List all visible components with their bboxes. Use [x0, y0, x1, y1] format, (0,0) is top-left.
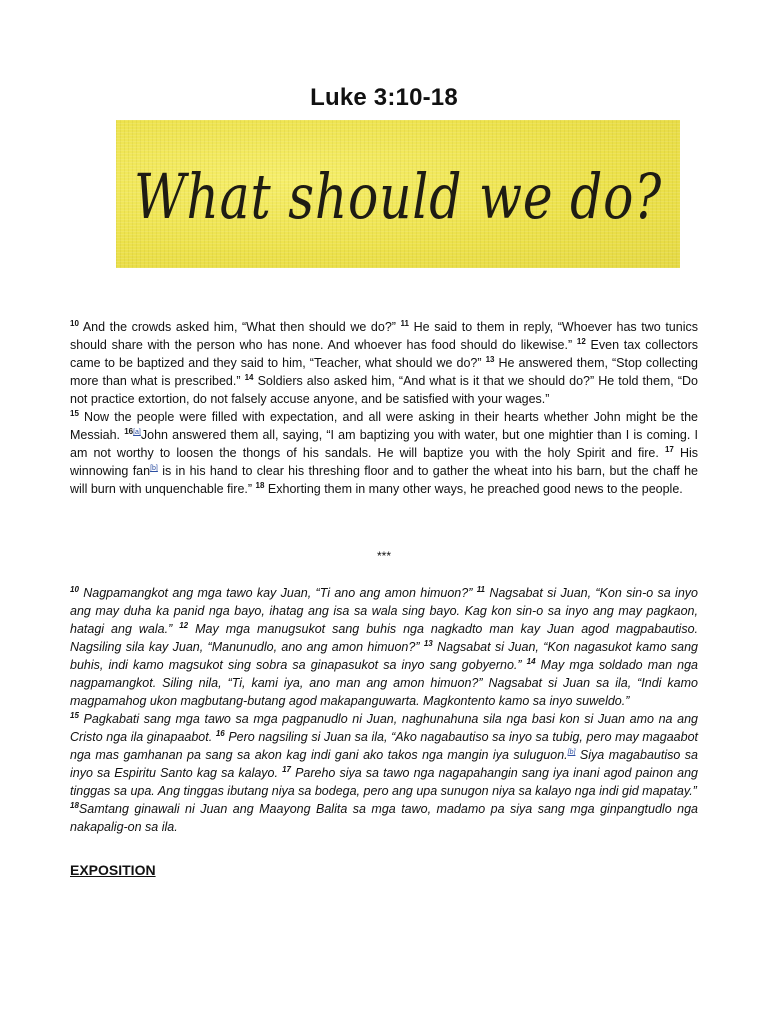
verse-text: May mga manugsukot sang buhis nga nagkadto man kay Juan agod magpabautiso. Nagsiling sila kay Juan, “Manunudlo, ano ang amon himuon?”	[70, 622, 698, 654]
verse-text: is in his hand to clear his threshing floor and to gather the wheat into his barn, but the chaff he will burn with unquenchable fire.”	[70, 464, 699, 496]
verse-number: 18	[255, 480, 265, 490]
verse-text: Exhorting them in many other ways, he preached good news to the people.	[264, 482, 683, 496]
verse-text: He answered them, “Stop collecting more than what is prescribed.”	[70, 356, 699, 388]
banner-text: What should we do?	[134, 160, 662, 233]
verse-text: Pareho siya sa tawo nga nagapahangin sang iya inani agod painon ang tinggas sa upa. Ang tinggas ibutang niya sa bodega, pero ang upa sunugon niya sa kalayo nga indi gid mapatay.”	[70, 766, 698, 798]
verse-number: 10	[70, 584, 79, 594]
paragraph	[70, 584, 698, 710]
verse-number: 11	[476, 584, 485, 594]
section-separator: ***	[376, 549, 391, 563]
verse-number: 14	[244, 372, 254, 382]
verse-number: 15	[70, 710, 79, 720]
verse-number: 13	[485, 354, 495, 364]
verse-number: 16	[124, 426, 134, 436]
verse-number: 10	[70, 318, 79, 328]
banner-image	[116, 120, 680, 268]
paragraph	[70, 408, 698, 498]
verse-number: 17	[664, 444, 674, 454]
verse-text: Samtang ginawali ni Juan ang Maayong Balita sa mga tawo, madamo pa siya sang mga ginpangtudlo nga nakapalig-on sa ila.	[70, 802, 698, 834]
verse-text: His winnowing fan	[70, 446, 699, 478]
verse-number: 13	[423, 638, 433, 648]
verse-number: 18	[70, 800, 79, 810]
verse-number: 12	[179, 620, 189, 630]
banner-script	[116, 120, 680, 268]
translated-passage	[70, 584, 698, 836]
verse-number: 16	[215, 728, 225, 738]
verse-text: Pagkabati sang mga tawo sa mga pagpanudlo ni Juan, naghunahuna sila nga basi kon si Juan amo na ang Cristo nga ila ginapaabot.	[70, 712, 698, 744]
verse-text: He said to them in reply, “Whoever has two tunics should share with the person who has none. And whoever has food should do likewise.”	[70, 320, 698, 352]
verse-text: And the crowds asked him, “What then should we do?”	[78, 320, 401, 334]
paragraph	[70, 318, 698, 408]
verse-number: 15	[70, 408, 79, 418]
verse-text: Nagsabat si Juan, “Kon nagasukot kamo sang buhis, indi kamo magsukot sing sobra sa ginapasukot sa inyo sang gobyerno.”	[70, 640, 698, 672]
verse-text: Now the people were filled with expectation, and all were asking in their hearts whether John might be the Messiah.	[70, 410, 698, 442]
verse-number: 11	[400, 318, 410, 328]
verse-number: 14	[526, 656, 536, 666]
exposition-heading: EXPOSITION	[70, 862, 156, 878]
verse-text: May mga soldado man nga nagpamangkot. Siling nila, “Ti, kami iya, ano man ang amon himuon?” Nagsabat si Juan sa ila, “Indi kamo magpamahog ukon magbutang-butang agod makapanguwarta. Magkontento kamo sa inyo suweldo.”	[70, 658, 698, 708]
paragraph	[70, 710, 698, 800]
english-passage	[70, 318, 698, 498]
footnote-link[interactable]: [b]	[567, 748, 576, 756]
verse-number: 12	[576, 336, 586, 346]
footnote-link[interactable]: [a]	[133, 428, 141, 436]
verse-text: Soldiers also asked him, “And what is it that we should do?” He told them, “Do not practice extortion, do not falsely accuse anyone, and be satisfied with your wages.”	[70, 374, 698, 406]
paragraph	[70, 800, 698, 836]
footnote-link[interactable]: [b]	[150, 464, 158, 472]
page-title: Luke 3:10-18	[310, 84, 458, 111]
verse-text: John answered them all, saying, “I am baptizing you with water, but one mightier than I is coming. I am not worthy to loosen the thongs of his sandals. He will baptize you with the holy Spirit and fire.	[70, 428, 698, 460]
verse-text: Nagsabat si Juan, “Kon sin-o sa inyo ang may duha ka panid nga bayo, ihatag ang isa sa wala sing bayo. Kag kon sin-o sa inyo ang may pagkaon, hatagi ang wala.”	[70, 586, 698, 636]
verse-text: Nagpamangkot ang mga tawo kay Juan, “Ti ano ang amon himuon?”	[78, 586, 477, 600]
verse-text: Even tax collectors came to be baptized and they said to him, “Teacher, what should we do?”	[70, 338, 698, 370]
verse-text: Pero nagsiling si Juan sa ila, “Ako nagabautiso sa inyo sa tubig, pero may magaabot nga mas gamhanan pa sang sa akon kag indi gani ako takos nga mangin iya suluguon.	[70, 730, 698, 762]
verse-text: Siya magabautiso sa inyo sa Espiritu Santo kag sa kalayo.	[70, 748, 699, 780]
verse-number: 17	[282, 764, 291, 774]
